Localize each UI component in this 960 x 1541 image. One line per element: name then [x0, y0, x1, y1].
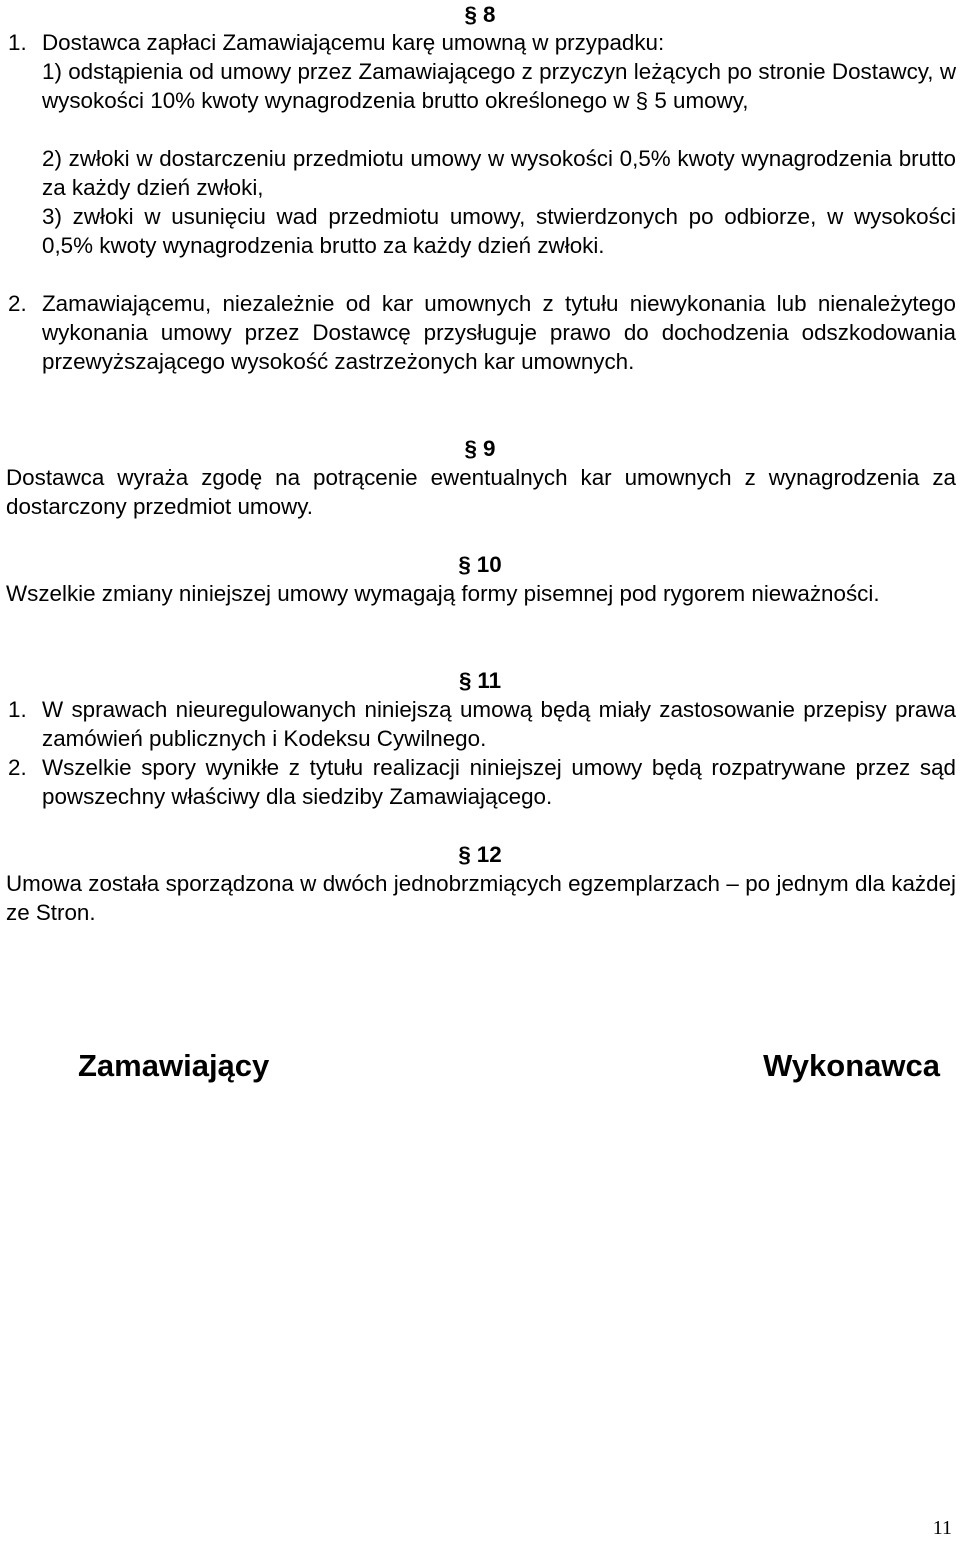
section-number: 12 [476, 842, 502, 867]
section-number: 10 [476, 552, 502, 577]
s8-point-1-label: 1. [8, 30, 27, 55]
s11-point-1-text: W sprawach nieuregulowanych niniejszą umową będą miały zastosowanie przepisy prawa zamówień publicznych i Kodeksu Cywilnego. [42, 697, 956, 751]
s11-point-1 [8, 695, 956, 753]
s9-text: Dostawca wyraża zgodę na potrącenie ewentualnych kar umownych z wynagrodzenia za dostarczony przedmiot umowy. [6, 465, 956, 519]
s8-item-1: 1) odstąpienia od umowy przez Zamawiającego z przyczyn leżących po stronie Dostawcy, w wysokości 10% kwoty wynagrodzenia brutto określonego w § 5 umowy, [42, 59, 956, 113]
page-number: 11 [932, 1517, 952, 1539]
section-number: 8 [483, 2, 496, 27]
section-number: 9 [483, 436, 496, 461]
s12-text: Umowa została sporządzona w dwóch jednobrzmiących egzemplarzach – po jednym dla każdej ze Stron. [6, 871, 956, 925]
s8-point-2 [8, 289, 956, 376]
section-10-heading [0, 550, 960, 579]
s11-point-2-text: Wszelkie spory wynikłe z tytułu realizacji niniejszej umowy będą rozpatrywane przez sąd powszechny właściwy dla siedziby Zamawiającego. [42, 755, 956, 809]
section-11-heading [0, 666, 960, 695]
signature-contractor: Wykonawca [763, 1048, 940, 1083]
s10-text: Wszelkie zmiany niniejszej umowy wymagają formy pisemnej pod rygorem nieważności. [6, 581, 880, 606]
s8-point-1-intro: Dostawca zapłaci Zamawiającemu karę umowną w przypadku: [42, 30, 665, 55]
section-sign: § [464, 436, 477, 461]
s8-item-3: 3) zwłoki w usunięciu wad przedmiotu umowy, stwierdzonych po odbiorze, w wysokości 0,5% kwoty wynagrodzenia brutto za każdy dzień zwłoki. [42, 204, 956, 258]
s8-point-1 [8, 28, 956, 57]
s8-item-2: 2) zwłoki w dostarczeniu przedmiotu umowy w wysokości 0,5% kwoty wynagrodzenia brutto za każdy dzień zwłoki, [42, 146, 956, 200]
s8-point-2-text: Zamawiającemu, niezależnie od kar umownych z tytułu niewykonania lub nienależytego wykonania umowy przez Dostawcę przysługuje prawo do dochodzenia odszkodowania przewyższającego wysokość zastrzeżonych kar umownych. [42, 291, 956, 374]
s11-point-2 [8, 753, 956, 811]
section-sign: § [458, 552, 471, 577]
s11-point-1-label: 1. [8, 697, 27, 722]
section-sign: § [464, 2, 477, 27]
signature-orderer: Zamawiający [78, 1048, 270, 1083]
section-8-heading [0, 0, 960, 29]
section-9-heading [0, 434, 960, 463]
section-12-heading [0, 840, 960, 869]
section-sign: § [458, 668, 472, 693]
s11-point-2-label: 2. [8, 755, 27, 780]
section-sign: § [458, 842, 471, 867]
s8-point-2-label: 2. [8, 291, 27, 316]
section-number: 11 [477, 668, 502, 693]
